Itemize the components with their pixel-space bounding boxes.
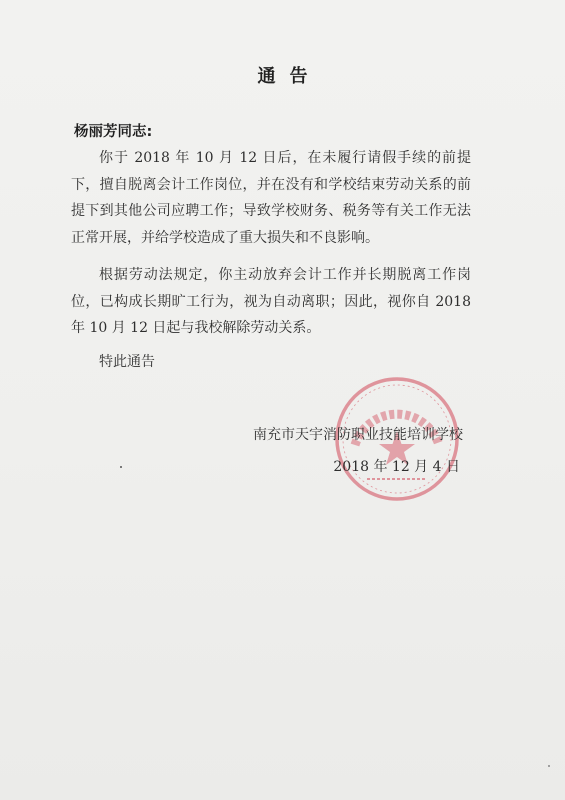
scan-speck — [120, 466, 122, 468]
page-title: 通告 — [257, 66, 322, 87]
body-paragraph-2: 根据劳动法规定，你主动放弃会计工作并长期脱离工作岗位，已构成长期旷工行为，视为自动离职；因此，视你自 2018 年 10 月 12 日起与我校解除劳动关系。 — [71, 267, 471, 336]
scan-speck — [548, 765, 550, 767]
salutation: 杨丽芳同志: — [74, 124, 153, 140]
issuing-organization: 南充市天宇消防职业技能培训学校 — [253, 427, 463, 443]
closing-line: 特此通告 — [99, 354, 155, 370]
issue-date: 2018 年 12 月 4 日 — [333, 459, 460, 475]
body-paragraph-1: 你于 2018 年 10 月 12 日后，在未履行请假手续的前提下，擅自脱离会计工作岗位，并在没有和学校结束劳动关系的前提下到其他公司应聘工作；导致学校财务、税务等有关工作无法正常开展，并给学校造成了重大损失和不良影响。 — [71, 150, 471, 246]
